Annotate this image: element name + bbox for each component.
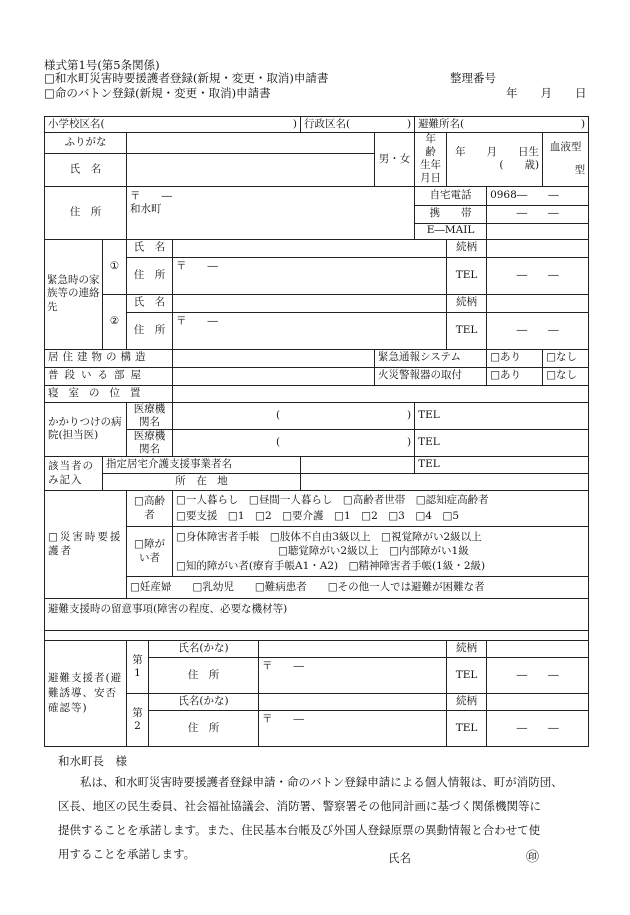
supporter-2-name-input[interactable] (259, 694, 447, 711)
supporter-2-relation-input[interactable] (487, 694, 589, 711)
emergency-1-number: ① (103, 239, 127, 294)
age-birth-label (415, 133, 457, 187)
emergency-2-relation-label: 続柄 (447, 294, 487, 312)
supporter-2-addr-input[interactable] (259, 711, 447, 747)
supporter-1-name-label: 氏名(かな) (149, 641, 259, 658)
disabled-options-line1[interactable]: □身体障害者手帳 □肢体不自由3級以上 □視覚障がい2級以上 (176, 531, 482, 544)
form-title-baton[interactable]: □命のバトン登録(新規・変更・取消)申請書 (44, 86, 271, 100)
notes-spacer (45, 631, 589, 641)
home-phone-input[interactable]: 0968― ― (487, 186, 589, 205)
consent-line-4: 用することを承諾します。 (58, 847, 196, 861)
date-label: 年 月 日 (506, 86, 587, 100)
room-label: 普段いる部屋 (45, 367, 173, 385)
emergency-1-postal: 〒 ― (176, 259, 218, 272)
elderly-options-line2[interactable]: □要支援 □1 □2 □要介護 □1 □2 □3 □4 □5 (176, 509, 460, 522)
signature-label: 氏名 (388, 851, 411, 865)
gender-select[interactable]: 男・女 (375, 133, 415, 187)
birth-date-input[interactable] (447, 133, 543, 187)
shelter-close: ) (580, 117, 586, 130)
supporter-1-addr-label: 住 所 (149, 658, 259, 694)
supporter-1-addr-input[interactable] (259, 658, 447, 694)
birth-date-value: 年 月 日生 (455, 146, 540, 159)
school-district-field[interactable] (45, 117, 301, 133)
emergency-1-relation-label: 続柄 (447, 239, 487, 257)
emergency-2-relation-input[interactable] (487, 294, 589, 312)
seal-icon: ㊞ (526, 850, 540, 865)
clinic-2-label: 医療機関名 (127, 429, 173, 456)
admin-district-label: 行政区名( (304, 117, 351, 130)
consent-line-2: 区長、地区の民生委員、社会福祉協議会、消防署、警察署その他同計画に基づく関係機関等に (58, 799, 541, 813)
disabled-options-line3[interactable]: □知的障がい者(療育手帳A1・A2) □精神障害者手帳(1級・2級) (176, 559, 486, 572)
bedroom-input[interactable] (173, 385, 589, 402)
notes-field[interactable] (45, 599, 589, 631)
structure-input[interactable] (173, 349, 375, 367)
supporter-2-tel-input[interactable]: ― ― (487, 711, 589, 747)
alarm-no-checkbox[interactable]: □なし (543, 367, 589, 385)
address-label: 住 所 (45, 186, 127, 239)
age-value: ( 歳) (499, 159, 540, 172)
supporter-1-relation-input[interactable] (487, 641, 589, 658)
alarm-yes-checkbox[interactable]: □あり (487, 367, 543, 385)
supporter-1-number: 第1 (127, 641, 149, 694)
emergency-2-postal: 〒 ― (176, 314, 218, 327)
supporter-1-name-input[interactable] (259, 641, 447, 658)
mobile-label: 携 帯 (415, 205, 487, 223)
shelter-label: 避難所名( (418, 117, 465, 130)
supporter-1-tel-label: TEL (447, 658, 487, 694)
clinic-2-input[interactable] (173, 429, 415, 456)
seiri-number-label: 整理番号 (450, 71, 496, 85)
consent-text (58, 770, 598, 866)
clinic-1-tel[interactable]: TEL (415, 402, 589, 429)
registration-form-table (44, 116, 589, 747)
mayor-addressee: 和水町長 様 (58, 754, 127, 768)
name-label: 氏 名 (45, 153, 127, 186)
disabled-checkbox[interactable]: □障がい者 (127, 527, 173, 577)
admin-district-close: ) (406, 117, 412, 130)
clinic-2-tel[interactable]: TEL (415, 429, 589, 456)
clinic-1-label: 医療機関名 (127, 402, 173, 429)
structure-label: 居住建物の構造 (45, 349, 173, 367)
shelter-field[interactable] (415, 117, 589, 133)
birth-label: 生年月日 (420, 159, 442, 185)
fire-alarm-label: 火災警報器の取付 (375, 367, 487, 385)
supporter-2-name-label: 氏名(かな) (149, 694, 259, 711)
supporter-1-relation-label: 続柄 (447, 641, 487, 658)
care-office-label: 指定居宅介護支援事業者名 (103, 457, 301, 474)
home-phone-label: 自宅電話 (415, 186, 487, 205)
form-number: 様式第1号(第5条関係) (44, 58, 160, 72)
elderly-options-line1[interactable]: □一人暮らし □昼間一人暮らし □高齢者世帯 □認知症高齢者 (176, 494, 489, 507)
other-options[interactable]: □妊産婦 □乳幼児 □難病患者 □その他一人では避難が困難な者 (127, 577, 589, 599)
blood-type-suffix: 型 (574, 164, 586, 177)
emergency-2-name-label: 氏 名 (127, 294, 173, 312)
clinic-1-paren-open: ( (276, 409, 281, 422)
school-district-close: ) (292, 117, 298, 130)
care-location-label: 所 在 地 (103, 474, 301, 491)
emergency-2-tel-label: TEL (447, 312, 487, 349)
clinic-1-input[interactable] (173, 402, 415, 429)
supporter-2-addr-label: 住 所 (149, 711, 259, 747)
blood-type-field[interactable] (543, 133, 589, 187)
address-town: 和水町 (130, 202, 162, 215)
supporter-2-number: 第2 (127, 694, 149, 747)
supporter-2-tel-label: TEL (447, 711, 487, 747)
consent-line-1: 私は、和水町災害時要援護者登録申請・命のバトン登録申請による個人情報は、町が消防団、 (80, 775, 563, 789)
bedroom-label: 寝室の位置 (45, 385, 173, 402)
furigana-label: ふりがな (45, 133, 127, 154)
disabled-options[interactable] (173, 527, 589, 577)
alert-no-checkbox[interactable]: □なし (543, 349, 589, 367)
notes-label: 避難支援時の留意事項(障害の程度、必要な機材等) (48, 603, 288, 615)
blood-type-label: 血液型 (549, 141, 582, 154)
emergency-1-relation-input[interactable] (487, 239, 589, 257)
alert-system-label: 緊急通報システム (375, 349, 487, 367)
clinic-2-paren-open: ( (276, 436, 281, 449)
emergency-2-number: ② (103, 294, 127, 349)
emergency-1-tel-label: TEL (447, 257, 487, 294)
supporter-label: 避難支援者(避難誘導、安否確認等) (45, 641, 127, 747)
emergency-2-addr-input[interactable] (173, 312, 447, 349)
room-input[interactable] (173, 367, 375, 385)
disabled-options-line2[interactable]: □聴覚障がい2級以上 □内部障がい1級 (278, 545, 469, 558)
elderly-checkbox[interactable]: □高齢者 (127, 491, 173, 527)
email-label: E―MAIL (415, 223, 487, 239)
school-district-label: 小学校区名( (48, 117, 105, 130)
emergency-2-name-input[interactable] (173, 294, 447, 312)
clinic-2-paren-close: ) (406, 436, 412, 449)
alert-yes-checkbox[interactable]: □あり (487, 349, 543, 367)
email-input[interactable] (487, 223, 589, 239)
emergency-1-addr-label: 住 所 (127, 257, 173, 294)
name-input[interactable] (127, 153, 375, 186)
supporter-2-postal: 〒 ― (262, 713, 304, 725)
emergency-2-tel-input[interactable]: ― ― (487, 312, 589, 349)
supporter-1-postal: 〒 ― (262, 660, 304, 672)
clinic-1-paren-close: ) (406, 409, 412, 422)
disaster-support-label[interactable]: □災害時要援護者 (45, 491, 127, 599)
supporter-2-relation-label: 続柄 (447, 694, 487, 711)
emergency-1-name-label: 氏 名 (127, 239, 173, 257)
emergency-1-tel-input[interactable]: ― ― (487, 257, 589, 294)
mobile-input[interactable]: ― ― (487, 205, 589, 223)
clinic-label: かかりつけの病院(担当医) (45, 402, 127, 457)
admin-district-field[interactable] (301, 117, 415, 133)
consent-line-3: 提供することを承諾します。また、住民基本台帳及び外国人登録原票の異動情報と合わせて使 (58, 823, 541, 837)
elderly-options[interactable] (173, 491, 589, 527)
supporter-1-tel-input[interactable]: ― ― (487, 658, 589, 694)
furigana-input[interactable] (127, 133, 375, 154)
address-postal: 〒 ― (130, 189, 172, 202)
emergency-contact-label: 緊急時の家族等の連絡先 (45, 239, 103, 349)
emergency-2-addr-label: 住 所 (127, 312, 173, 349)
form-title-registration[interactable]: □和水町災害時要援護者登録(新規・変更・取消)申請書 (44, 71, 329, 85)
age-label: 年 齢 (425, 133, 457, 159)
emergency-1-addr-input[interactable] (173, 257, 447, 294)
address-input[interactable] (127, 186, 415, 239)
emergency-1-name-input[interactable] (173, 239, 447, 257)
care-office-tel[interactable]: TEL (415, 457, 589, 474)
care-office-input[interactable] (301, 457, 415, 474)
care-location-input[interactable] (301, 474, 589, 491)
applicable-label: 該当者のみ記入 (45, 457, 103, 491)
